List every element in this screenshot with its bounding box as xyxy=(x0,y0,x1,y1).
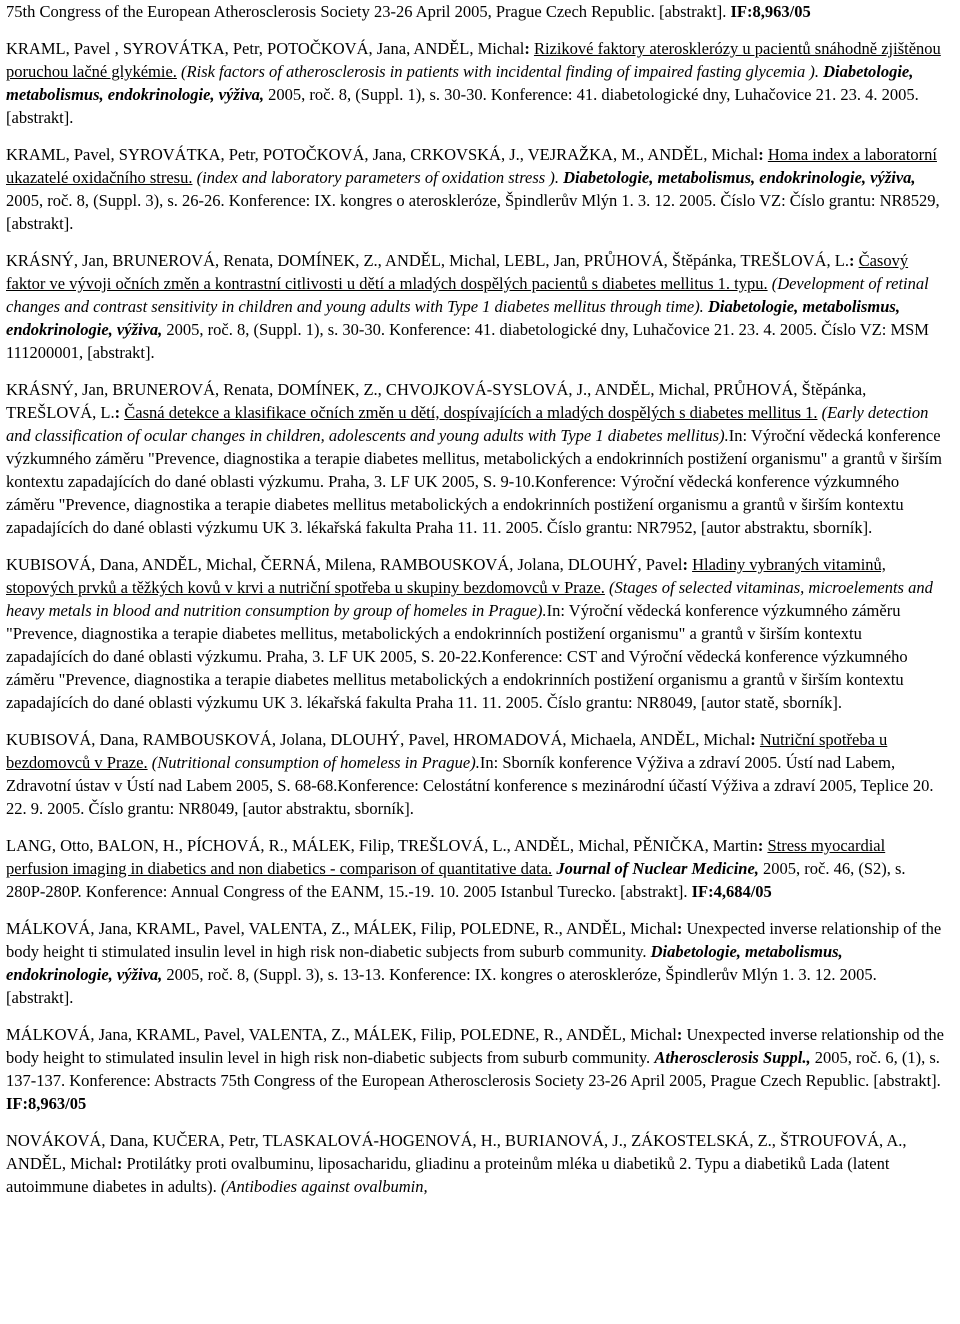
entry-text: NOVÁKOVÁ, Dana, KUČERA, Petr, TLASKALOVÁ-HOGENOVÁ, H., BURIANOVÁ, J., ZÁKOSTELSKÁ, Z., ŠTROUFOVÁ, A., ANDĚL, Michal xyxy=(6,1131,907,1173)
bibliography-entry xyxy=(6,834,946,903)
entry-text: LANG, Otto, BALON, H., PÍCHOVÁ, R., MÁLEK, Filip, TREŠLOVÁ, L., ANDĚL, Michal, PĚNIČKA, Martin xyxy=(6,836,758,855)
entry-bold-text: : xyxy=(676,1025,687,1044)
entry-text: 75th Congress of the European Atherosclerosis Society 23-26 April 2005, Prague Czech Republic. [abstrakt]. xyxy=(6,2,731,21)
entry-text: MÁLKOVÁ, Jana, KRAML, Pavel, VALENTA, Z., MÁLEK, Filip, POLEDNE, R., ANDĚL, Michal xyxy=(6,1025,677,1044)
entry-text: MÁLKOVÁ, Jana, KRAML, Pavel, VALENTA, Z., MÁLEK, Filip, POLEDNE, R., ANDĚL, Michal xyxy=(6,919,677,938)
entry-title: Homa index a laboratorní ukazatelé oxidačního stresu. xyxy=(6,145,937,187)
entry-text: KUBISOVÁ, Dana, ANDĚL, Michal, ČERNÁ, Milena, RAMBOUSKOVÁ, Jolana, DLOUHÝ, Pavel xyxy=(6,555,683,574)
entry-bold-text: : xyxy=(114,403,125,422)
entry-bold-text: : xyxy=(682,555,693,574)
entry-text: KRÁSNÝ, Jan, BRUNEROVÁ, Renata, DOMÍNEK, Z., CHVOJKOVÁ-SYSLOVÁ, J., ANDĚL, Michal, PRŮHOVÁ, Štěpánka, TREŠLOVÁ, L. xyxy=(6,380,867,422)
entry-translated-title: (Early detection and classification of ocular changes in children, adolescents and young adults with Type 1 diabetes mellitus). xyxy=(6,403,929,445)
entry-text: 2005, roč. 8, (Suppl. 3), s. 13-13. Konference: IX. kongres o ateroskleróze, Špindlerův Mlýn 1. 3. 12. 2005. [abstrakt]. xyxy=(6,965,877,1007)
entry-translated-title: (Nutritional consumption of homeless in Prague). xyxy=(151,753,480,772)
entry-bold-text: : xyxy=(676,919,687,938)
entry-translated-title: (Development of retinal changes and contrast sensitivity in children and young adults with Type 1 diabetes mellitus through time). xyxy=(6,274,929,316)
entry-title: Časový faktor ve vývoji očních změn a kontrastní citlivosti u dětí a mladých dospělých pacientů s diabetes mellitus 1. typu. xyxy=(6,251,909,293)
entry-journal-name: Diabetologie, metabolismus, endokrinologie, výživa, xyxy=(6,942,843,984)
entry-bold-text: : xyxy=(750,730,760,749)
entry-text: In: Výroční vědecká konference výzkumného záměru "Prevence, diagnostika a terapie diabetes mellitus, metabolických a endokrinních postižení organismu" a grantů v širším kontextu zapadajících do dané oblasti výzkumu. Praha, 3. LF UK 2005, S. 20-22.Konference: CST and Výroční vědecká konference výzkumného záměru "Prevence, diagnostika a terapie diabetes mellitus metabolických a endokrinních postižení organismu a grantů v širším kontextu zapadajících do dané oblasti výzkumu UK 3. lékařská fakulta Praha 11. 11. 2005. Číslo grantu: NR8049, [autor statě, sborník]. xyxy=(6,601,908,712)
entry-bold-text: IF:8,963/05 xyxy=(6,1094,87,1113)
bibliography-entry xyxy=(6,1023,946,1115)
entry-text: Unexpected inverse relationship od the body height to stimulated insulin level in high risk non-diabetic subjects from suburb community. xyxy=(6,1025,944,1067)
entry-title: Nutriční spotřeba u bezdomovců v Praze. xyxy=(6,730,888,772)
entry-bold-text: : xyxy=(757,836,768,855)
entry-text: Protilátky proti ovalbuminu, liposacharidu, gliadinu a proteinům mléka u diabetiků 2. Typu a diabetiků Lada (latent autoimmune diabetes in adults). xyxy=(6,1154,890,1196)
entry-journal-name: Diabetologie, metabolismus, endokrinologie, výživa, xyxy=(6,297,900,339)
bibliography-entry xyxy=(6,553,946,714)
entry-translated-title: (Stages of selected vitaminas, microelements and heavy metals in blood and nutrition consumption by group of homeles in Prague). xyxy=(6,578,933,620)
entry-text: KRÁSNÝ, Jan, BRUNEROVÁ, Renata, DOMÍNEK, Z., ANDĚL, Michal, LEBL, Jan, PRŮHOVÁ, Štěpánka, TREŠLOVÁ, L. xyxy=(6,251,849,270)
entry-journal-name: Atherosclerosis Suppl., xyxy=(654,1048,811,1067)
entry-bold-text: : xyxy=(848,251,859,270)
entry-text: Unexpected inverse relationship of the body height ti stimulated insulin level in high risk non-diabetic subjects from suburb community. xyxy=(6,919,942,961)
entry-bold-text: : xyxy=(758,145,768,164)
bibliography-entry xyxy=(6,0,946,23)
entry-text: KRAML, Pavel, SYROVÁTKA, Petr, POTOČKOVÁ, Jana, CRKOVSKÁ, J., VEJRAŽKA, M., ANDĚL, Michal xyxy=(6,145,759,164)
entry-text: In: Výroční vědecká konference výzkumného záměru "Prevence, diagnostika a terapie diabetes mellitus, metabolických a endokrinních postižení organismu" a grantů v širším kontextu zapadajících do dané oblasti výzkumu. Praha, 3. LF UK 2005, S. 9-10.Konference: Výroční vědecká konference výzkumného záměru "Prevence, diagnostika a terapie diabetes mellitus metabolických a endokrinních postižení organismu a grantů v širším kontextu zapadajících do dané oblasti výzkumu UK 3. lékařská fakulta Praha 11. 11. 2005. Číslo grantu: NR7952, [autor abstraktu, sborník]. xyxy=(6,426,942,537)
entry-title: Stress myocardial perfusion imaging in diabetics and non diabetics - comparison of quantitative data. xyxy=(6,836,886,878)
bibliography-entry xyxy=(6,378,946,539)
entry-text: 2005, roč. 8, (Suppl. 1), s. 30-30. Konference: 41. diabetologické dny, Luhačovice 21. 23. 4. 2005. [abstrakt]. xyxy=(6,85,919,127)
entry-text: 2005, roč. 8, (Suppl. 3), s. 26-26. Konference: IX. kongres o ateroskleróze, Špindlerův Mlýn 1. 3. 12. 2005. Číslo VZ: Číslo grantu: NR8529, [abstrakt]. xyxy=(6,191,940,233)
entry-bold-text: : xyxy=(116,1154,127,1173)
entry-journal-name: Diabetologie, metabolismus, endokrinologie, výživa, xyxy=(6,62,914,104)
entry-text: 2005, roč. 46, (S2), s. 280P-280P. Konference: Annual Congress of the EANM, 15.-19. 10. 2005 Istanbul Turecko. [abstrakt]. xyxy=(6,859,906,901)
entry-bold-text: : xyxy=(524,39,534,58)
entry-text: In: Sborník konference Výživa a zdraví 2005. Ústí nad Labem, Zdravotní ústav v Ústí nad Labem 2005, S. 68-68.Konference: Celostátní konference s mezinárodní účastí Výživa a zdraví 2005, Teplice 20. 22. 9. 2005. Číslo grantu: NR8049, [autor abstraktu, sborník]. xyxy=(6,753,934,818)
entry-translated-title: (Risk factors of atherosclerosis in patients with incidental finding of impaired fasting glycemia ). xyxy=(181,62,819,81)
entry-title: Rizikové faktory aterosklerózy u pacientů snáhodně zjištěnou poruchou lačné glykémie. xyxy=(6,39,941,81)
bibliography-entry xyxy=(6,143,946,235)
entry-bold-text: IF:8,963/05 xyxy=(730,2,811,21)
bibliography-entry xyxy=(6,917,946,1009)
entry-translated-title: (index and laboratory parameters of oxidation stress ). xyxy=(196,168,559,187)
entry-title: Časná detekce a klasifikace očních změn u dětí, dospívajících a mladých dospělých s diabetes mellitus 1. xyxy=(124,403,818,422)
entry-title: Hladiny vybraných vitaminů, stopových prvků a těžkých kovů v krvi a nutriční spotřeba u skupiny bezdomovců v Praze. xyxy=(6,555,886,597)
entry-text: 2005, roč. 8, (Suppl. 1), s. 30-30. Konference: 41. diabetologické dny, Luhačovice 21. 23. 4. 2005. Číslo VZ: MSM 111200001, [abstrakt]. xyxy=(6,320,929,362)
entry-journal-name: Journal of Nuclear Medicine, xyxy=(556,859,759,878)
entry-journal-name: Diabetologie, metabolismus, endokrinologie, výživa, xyxy=(563,168,916,187)
bibliography-entry xyxy=(6,249,946,364)
entry-text: 2005, roč. 6, (1), s. 137-137. Konference: Abstracts 75th Congress of the European Atherosclerosis Society 23-26 April 2005, Prague Czech Republic. [abstrakt]. xyxy=(6,1048,941,1090)
bibliography-entry xyxy=(6,728,946,820)
entry-text: KUBISOVÁ, Dana, RAMBOUSKOVÁ, Jolana, DLOUHÝ, Pavel, HROMADOVÁ, Michaela, ANDĚL, Michal xyxy=(6,730,751,749)
entry-text: KRAML, Pavel , SYROVÁTKA, Petr, POTOČKOVÁ, Jana, ANDĚL, Michal xyxy=(6,39,525,58)
entry-bold-text: IF:4,684/05 xyxy=(691,882,772,901)
bibliography-entry xyxy=(6,1129,946,1198)
entry-translated-title: (Antibodies against ovalbumin, xyxy=(220,1177,428,1196)
bibliography-entry xyxy=(6,37,946,129)
